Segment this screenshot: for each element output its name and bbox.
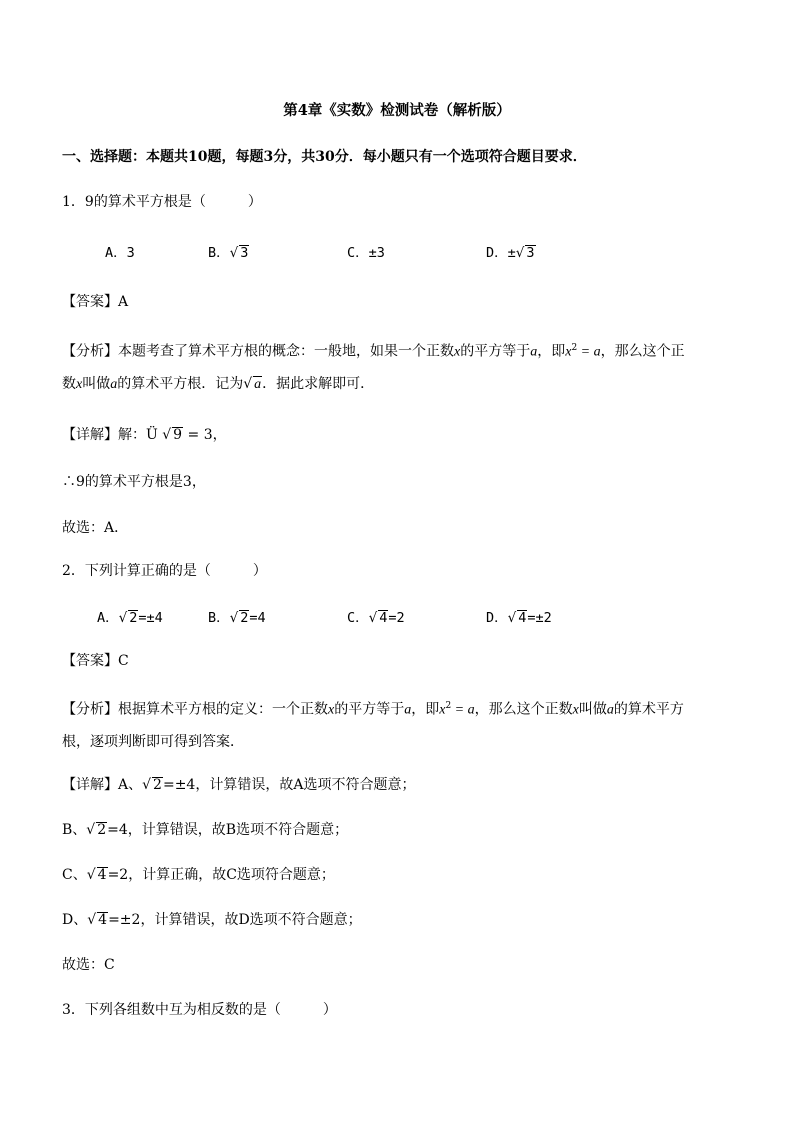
q2-option-c: C．√ 4=2 (347, 610, 405, 626)
q1-option-a: A．3 (105, 245, 135, 261)
q2-option-a: A．√ 2=±4 (97, 610, 163, 626)
q1-analysis-line2: 数x叫做a的算术平方根．记为√ a．据此求解即可． (62, 376, 375, 392)
doc-title: 第4章《实数》检测试卷（解析版） (283, 102, 511, 119)
q1-options (0, 241, 794, 261)
q2-detail-c: C、√ 4=2，计算正确，故C选项符合题意； (62, 867, 335, 883)
q1-analysis-line1: 【分析】本题考查了算术平方根的概念：一般地，如果一个正数x的平方等于a，即$x^2 = a$，那么这个正 (62, 343, 685, 360)
q2-analysis-line1: 【分析】根据算术平方根的定义：一个正数x的平方等于a，即$x^2 = a$，那么这个正数x叫做a的算术平方 (62, 701, 684, 718)
q1-stem: 1．9的算术平方根是（ ） (62, 194, 262, 210)
q2-option-d: D．√ 4=±2 (486, 610, 552, 626)
q2-analysis-line2: 根，逐项判断即可得到答案． (62, 734, 244, 750)
q2-detail-b: B、√ 2=4，计算错误，故B选项不符合题意； (62, 822, 349, 838)
q2-detail-d: D、√ 4=±2，计算错误，故D选项不符合题意； (62, 912, 362, 928)
q1-answer: 【答案】A (62, 294, 129, 310)
q3-stem: 3．下列各组数中互为相反数的是（ ） (62, 1002, 337, 1018)
q1-option-c: C．±3 (347, 245, 385, 261)
q1-option-d: D．±√ 3 (486, 245, 535, 261)
q1-choose: 故选：A． (62, 520, 129, 536)
radicand: 3 (526, 245, 535, 261)
q2-stem: 2．下列计算正确的是（ ） (62, 563, 267, 579)
section-heading: 一、选择题：本题共10题，每题3分，共30分．每小题只有一个选项符合题目要求． (62, 149, 587, 165)
q1-conclusion: ∴9的算术平方根是3， (62, 474, 206, 490)
q1-detail: 【详解】解：Ü √ 9 = 3， (62, 427, 227, 443)
radicand: 3 (240, 245, 249, 261)
q2-answer: 【答案】C (62, 653, 129, 669)
q2-options (0, 606, 794, 626)
q2-detail-a: 【详解】A、√ 2=±4，计算错误，故A选项不符合题意； (62, 777, 416, 793)
q2-choose: 故选：C (62, 957, 115, 973)
q1-option-b: B．√ 3 (208, 245, 249, 261)
q2-option-b: B．√ 2=4 (208, 610, 266, 626)
